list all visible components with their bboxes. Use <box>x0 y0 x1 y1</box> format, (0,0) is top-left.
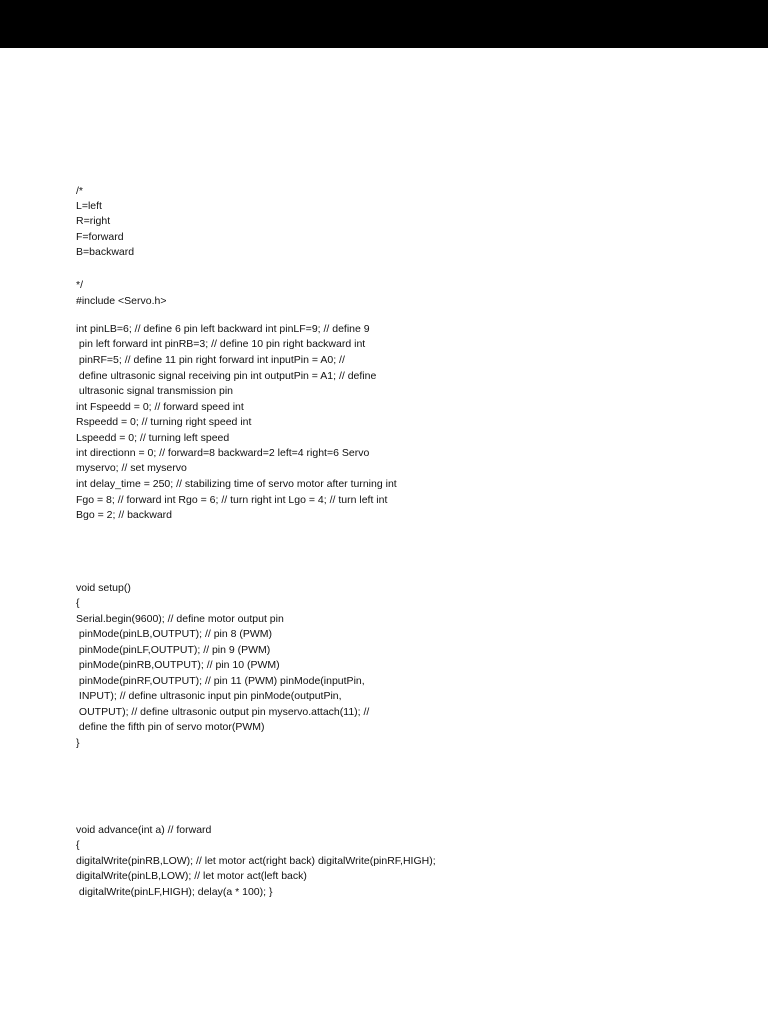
code-line: */ <box>76 279 84 291</box>
code-line: Fgo = 8; // forward int Rgo = 6; // turn right int Lgo = 4; // turn left int <box>76 494 388 506</box>
code-line: B=backward <box>76 246 135 258</box>
code-line: { <box>76 839 80 851</box>
code-line: INPUT); // define ultrasonic input pin pinMode(outputPin, <box>76 690 342 702</box>
code-line: int pinLB=6; // define 6 pin left backward int pinLF=9; // define 9 <box>76 323 370 335</box>
code-line: pinRF=5; // define 11 pin right forward int inputPin = A0; // <box>76 354 345 366</box>
code-line: pinMode(pinRF,OUTPUT); // pin 11 (PWM) pinMode(inputPin, <box>76 675 365 687</box>
code-line: myservo; // set myservo <box>76 462 187 474</box>
code-line: } <box>76 737 80 749</box>
code-line: F=forward <box>76 231 124 243</box>
code-line: void advance(int a) // forward <box>76 824 212 836</box>
code-line: pin left forward int pinRB=3; // define 10 pin right backward int <box>76 338 366 350</box>
code-line: digitalWrite(pinLB,LOW); // let motor act(left back) <box>76 870 307 882</box>
code-line: L=left <box>76 200 102 212</box>
code-line: #include <Servo.h> <box>76 295 167 307</box>
code-line: Lspeedd = 0; // turning left speed <box>76 432 230 444</box>
code-line: Rspeedd = 0; // turning right speed int <box>76 416 252 428</box>
code-line: int delay_time = 250; // stabilizing time of servo motor after turning int <box>76 478 397 490</box>
code-line: void setup() <box>76 582 131 594</box>
code-line: /* <box>76 185 84 197</box>
code-line: OUTPUT); // define ultrasonic output pin myservo.attach(11); // <box>76 706 370 718</box>
code-line: ultrasonic signal transmission pin <box>76 385 233 397</box>
code-line: pinMode(pinRB,OUTPUT); // pin 10 (PWM) <box>76 659 280 671</box>
code-line: Bgo = 2; // backward <box>76 509 173 521</box>
code-line: pinMode(pinLF,OUTPUT); // pin 9 (PWM) <box>76 644 271 656</box>
code-line: digitalWrite(pinLF,HIGH); delay(a * 100); } <box>76 886 273 898</box>
code-line: pinMode(pinLB,OUTPUT); // pin 8 (PWM) <box>76 628 273 640</box>
code-line: digitalWrite(pinRB,LOW); // let motor act(right back) digitalWrite(pinRF,HIGH); <box>76 855 436 867</box>
code-line: define ultrasonic signal receiving pin int outputPin = A1; // define <box>76 370 377 382</box>
code-line: int Fspeedd = 0; // forward speed int <box>76 401 244 413</box>
code-line: R=right <box>76 215 111 227</box>
code-line: { <box>76 597 80 609</box>
code-line: define the fifth pin of servo motor(PWM) <box>76 721 265 733</box>
code-line: Serial.begin(9600); // define motor output pin <box>76 613 284 625</box>
document-page <box>0 48 768 1024</box>
code-line: int directionn = 0; // forward=8 backward=2 left=4 right=6 Servo <box>76 447 370 459</box>
top-bar <box>0 0 768 48</box>
